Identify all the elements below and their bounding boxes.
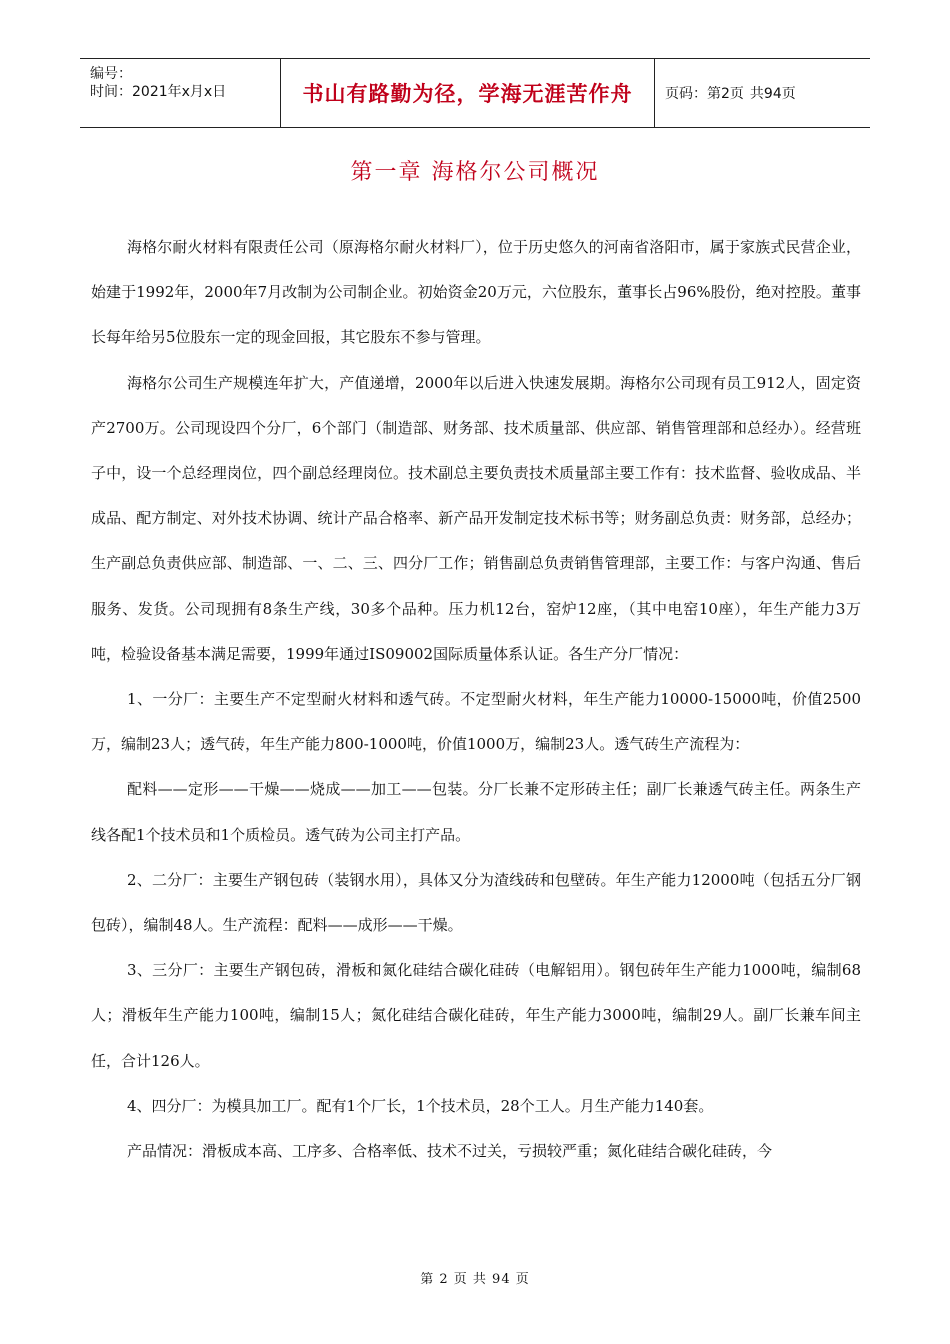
paragraph: 1、一分厂：主要生产不定型耐火材料和透气砖。不定型耐火材料，年生产能力10000-15000吨，价值2500万，编制23人；透气砖，年生产能力800-1000吨，价值1000万，编制23人。透气砖生产流程为： xyxy=(91,690,861,754)
header-page-info xyxy=(655,59,870,127)
paragraph: 2、二分厂：主要生产钢包砖（装钢水用），具体又分为渣线砖和包壁砖。年生产能力12000吨（包括五分厂钢包砖），编制48人。生产流程：配料——成形——干燥。 xyxy=(91,870,861,935)
header-meta xyxy=(80,59,281,127)
paragraph: 配料——定形——干燥——烧成——加工——包装。分厂长兼不定形砖主任；副厂长兼透气砖主任。两条生产线各配1个技术员和1个质检员。透气砖为公司主打产品。 xyxy=(91,780,861,844)
document-number-label: 编号： xyxy=(90,66,132,82)
paragraph: 3、三分厂：主要生产钢包砖，滑板和氮化硅结合碳化硅砖（电解铝用）。钢包砖年生产能力1000吨，编制68人；滑板年生产能力100吨，编制15人；氮化硅结合碳化硅砖，年生产能力3000吨，编制29人。副厂长兼车间主任，合计126人。 xyxy=(91,961,861,1070)
paragraph: 海格尔公司生产规模连年扩大，产值递增，2000年以后进入快速发展期。海格尔公司现有员工912人，固定资产2700万。公司现设四个分厂，6个部门（制造部、财务部、技术质量部、供应部、销售管理部和总经办）。经营班子中，设一个总经理岗位，四个副总经理岗位。技术副总主要负责技术质量部主要工作有：技术监督、验收成品、半成品、配方制定、对外技术协调、统计产品合格率、新产品开发制定技术标书等；财务副总负责：财务部，总经办；生产副总负责供应部、制造部、一、二、三、四分厂工作；销售副总负责销售管理部，主要工作：与客户沟通、售后服务、发货。公司现拥有8条生产线，30多个品种。压力机12台，窑炉12座，（其中电窑10座），年生产能力3万吨，检验设备基本满足需要，1999年通过IS09002国际质量体系认证。各生产分厂情况： xyxy=(91,373,861,663)
header-motto: 书山有路勤为径，学海无涯苦作舟 xyxy=(281,59,655,127)
paragraph: 4、四分厂：为模具加工厂。配有1个厂长，1个技术员，28个工人。月生产能力140套。 xyxy=(127,1096,714,1115)
header-page-number: 页码：第2页 xyxy=(665,86,744,102)
paragraph: 海格尔耐火材料有限责任公司（原海格尔耐火材料厂），位于历史悠久的河南省洛阳市，属于家族式民营企业，始建于1992年，2000年7月改制为公司制企业。初始资金20万元，六位股东，董事长占96%股份，绝对控股。董事长每年给另5位股东一定的现金回报，其它股东不参与管理。 xyxy=(91,238,861,347)
paragraph: 产品情况：滑板成本高、工序多、合格率低、技术不过关，亏损较严重；氮化硅结合碳化硅砖，今 xyxy=(127,1142,773,1161)
document-body xyxy=(91,225,861,1174)
document-date-label: 时间：2021年x月x日 xyxy=(90,84,227,100)
page-footer: 第 2 页 共 94 页 xyxy=(420,1272,530,1287)
chapter-title: 第一章 海格尔公司概况 xyxy=(350,160,600,185)
document-header xyxy=(80,58,870,128)
header-page-total: 共94页 xyxy=(749,86,796,102)
